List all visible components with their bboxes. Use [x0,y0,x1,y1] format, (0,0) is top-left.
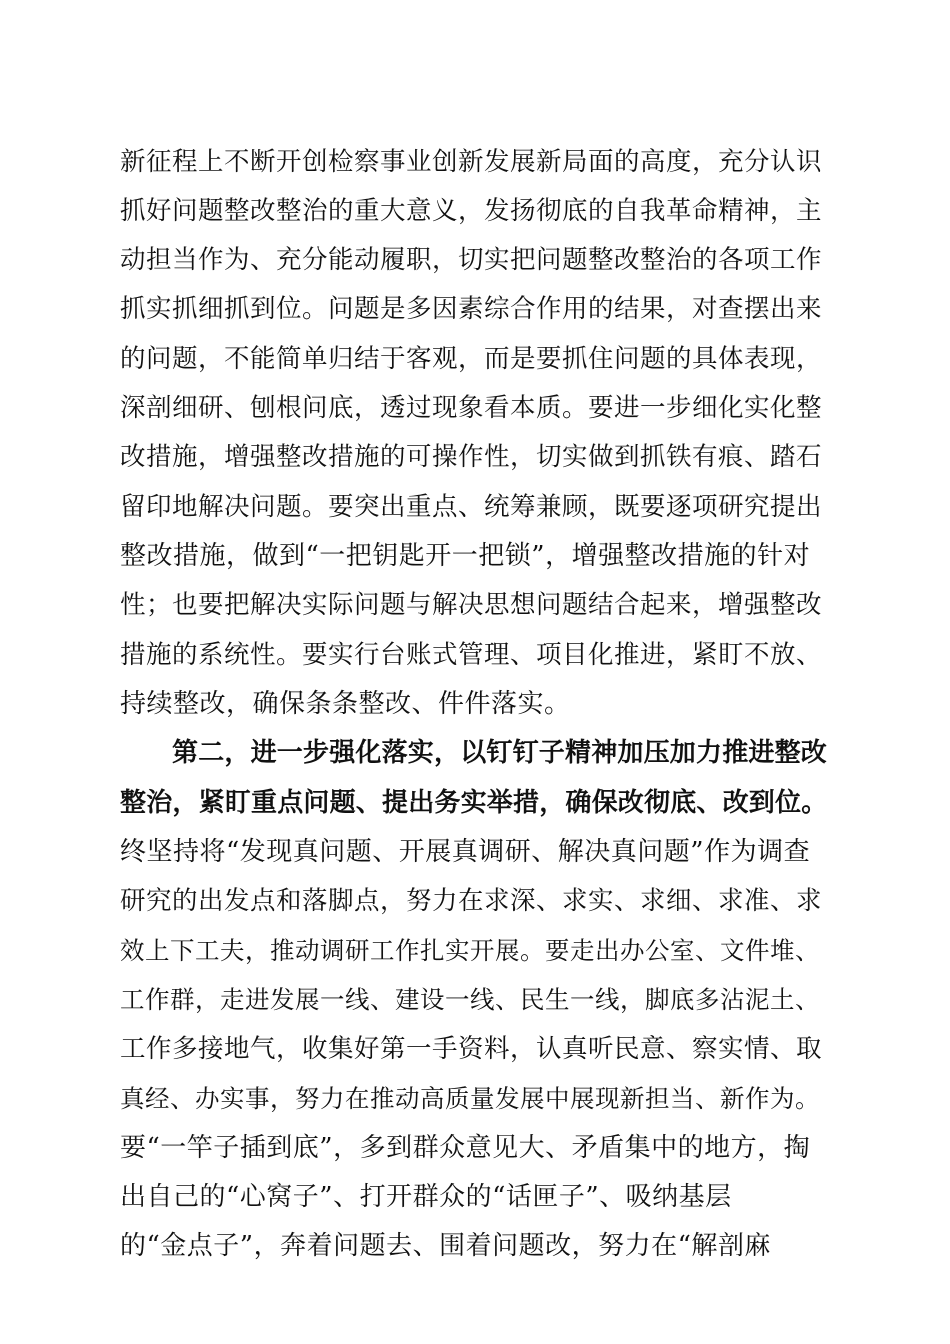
text-line: 整改措施，做到“一把钥匙开一把锁”，增强整改措施的针对 [120,541,811,571]
text-line: 新征程上不断开创检察事业创新发展新局面的高度，充分认识 [120,147,823,177]
text-line: 留印地解决问题。要突出重点、统筹兼顾，既要逐项研究提出 [120,492,823,522]
text-line: 要“一竿子插到底”，多到群众意见大、矛盾集中的地方，掏 [120,1133,811,1163]
text-line: 效上下工夫，推动调研工作扎实开展。要走出办公室、文件堆、 [120,936,820,965]
text-line: 改措施，增强整改措施的可操作性，切实做到抓铁有痕、踏石 [120,442,823,472]
text-line: 工作多接地气，收集好第一手资料，认真听民意、察实情、取 [120,1034,823,1064]
section-heading-line: 整治，紧盯重点问题、提出务实举措，确保改彻底、改到位。 [120,788,828,818]
text-line: 持续整改，确保条条整改、件件落实。 [120,689,571,719]
text-line: 的问题，不能简单归结于客观，而是要抓住问题的具体表现， [120,344,823,374]
text-line: 抓好问题整改整治的重大意义，发扬彻底的自我革命精神，主 [120,196,823,226]
text-line: 抓实抓细抓到位。问题是多因素综合作用的结果，对查摆出来 [120,294,823,324]
text-line: 的“金点子”，奔着问题去、围着问题改，努力在“解剖麻 [120,1231,771,1261]
text-line: 终坚持将“发现真问题、开展真调研、解决真问题”作为调查 [120,837,811,867]
text-line: 措施的系统性。要实行台账式管理、项目化推进，紧盯不放、 [120,640,823,670]
text-line: 研究的出发点和落脚点，努力在求深、求实、求细、求准、求 [120,886,823,916]
text-line: 出自己的“心窝子”、打开群众的“话匣子”、吸纳基层 [120,1182,732,1212]
text-line: 工作群，走进发展一线、建设一线、民生一线，脚底多沾泥土、 [120,985,820,1014]
text-line: 深剖细研、刨根问底，透过现象看本质。要进一步细化实化整 [120,393,823,423]
text-line: 动担当作为、充分能动履职，切实把问题整改整治的各项工作 [120,245,823,275]
text-line: 真经、办实事，努力在推动高质量发展中展现新担当、新作为。 [120,1084,820,1113]
text-line: 性；也要把解决实际问题与解决思想问题结合起来，增强整改 [120,590,823,620]
section-heading-line: 第二，进一步强化落实，以钉钉子精神加压加力推进整改 [172,738,828,768]
